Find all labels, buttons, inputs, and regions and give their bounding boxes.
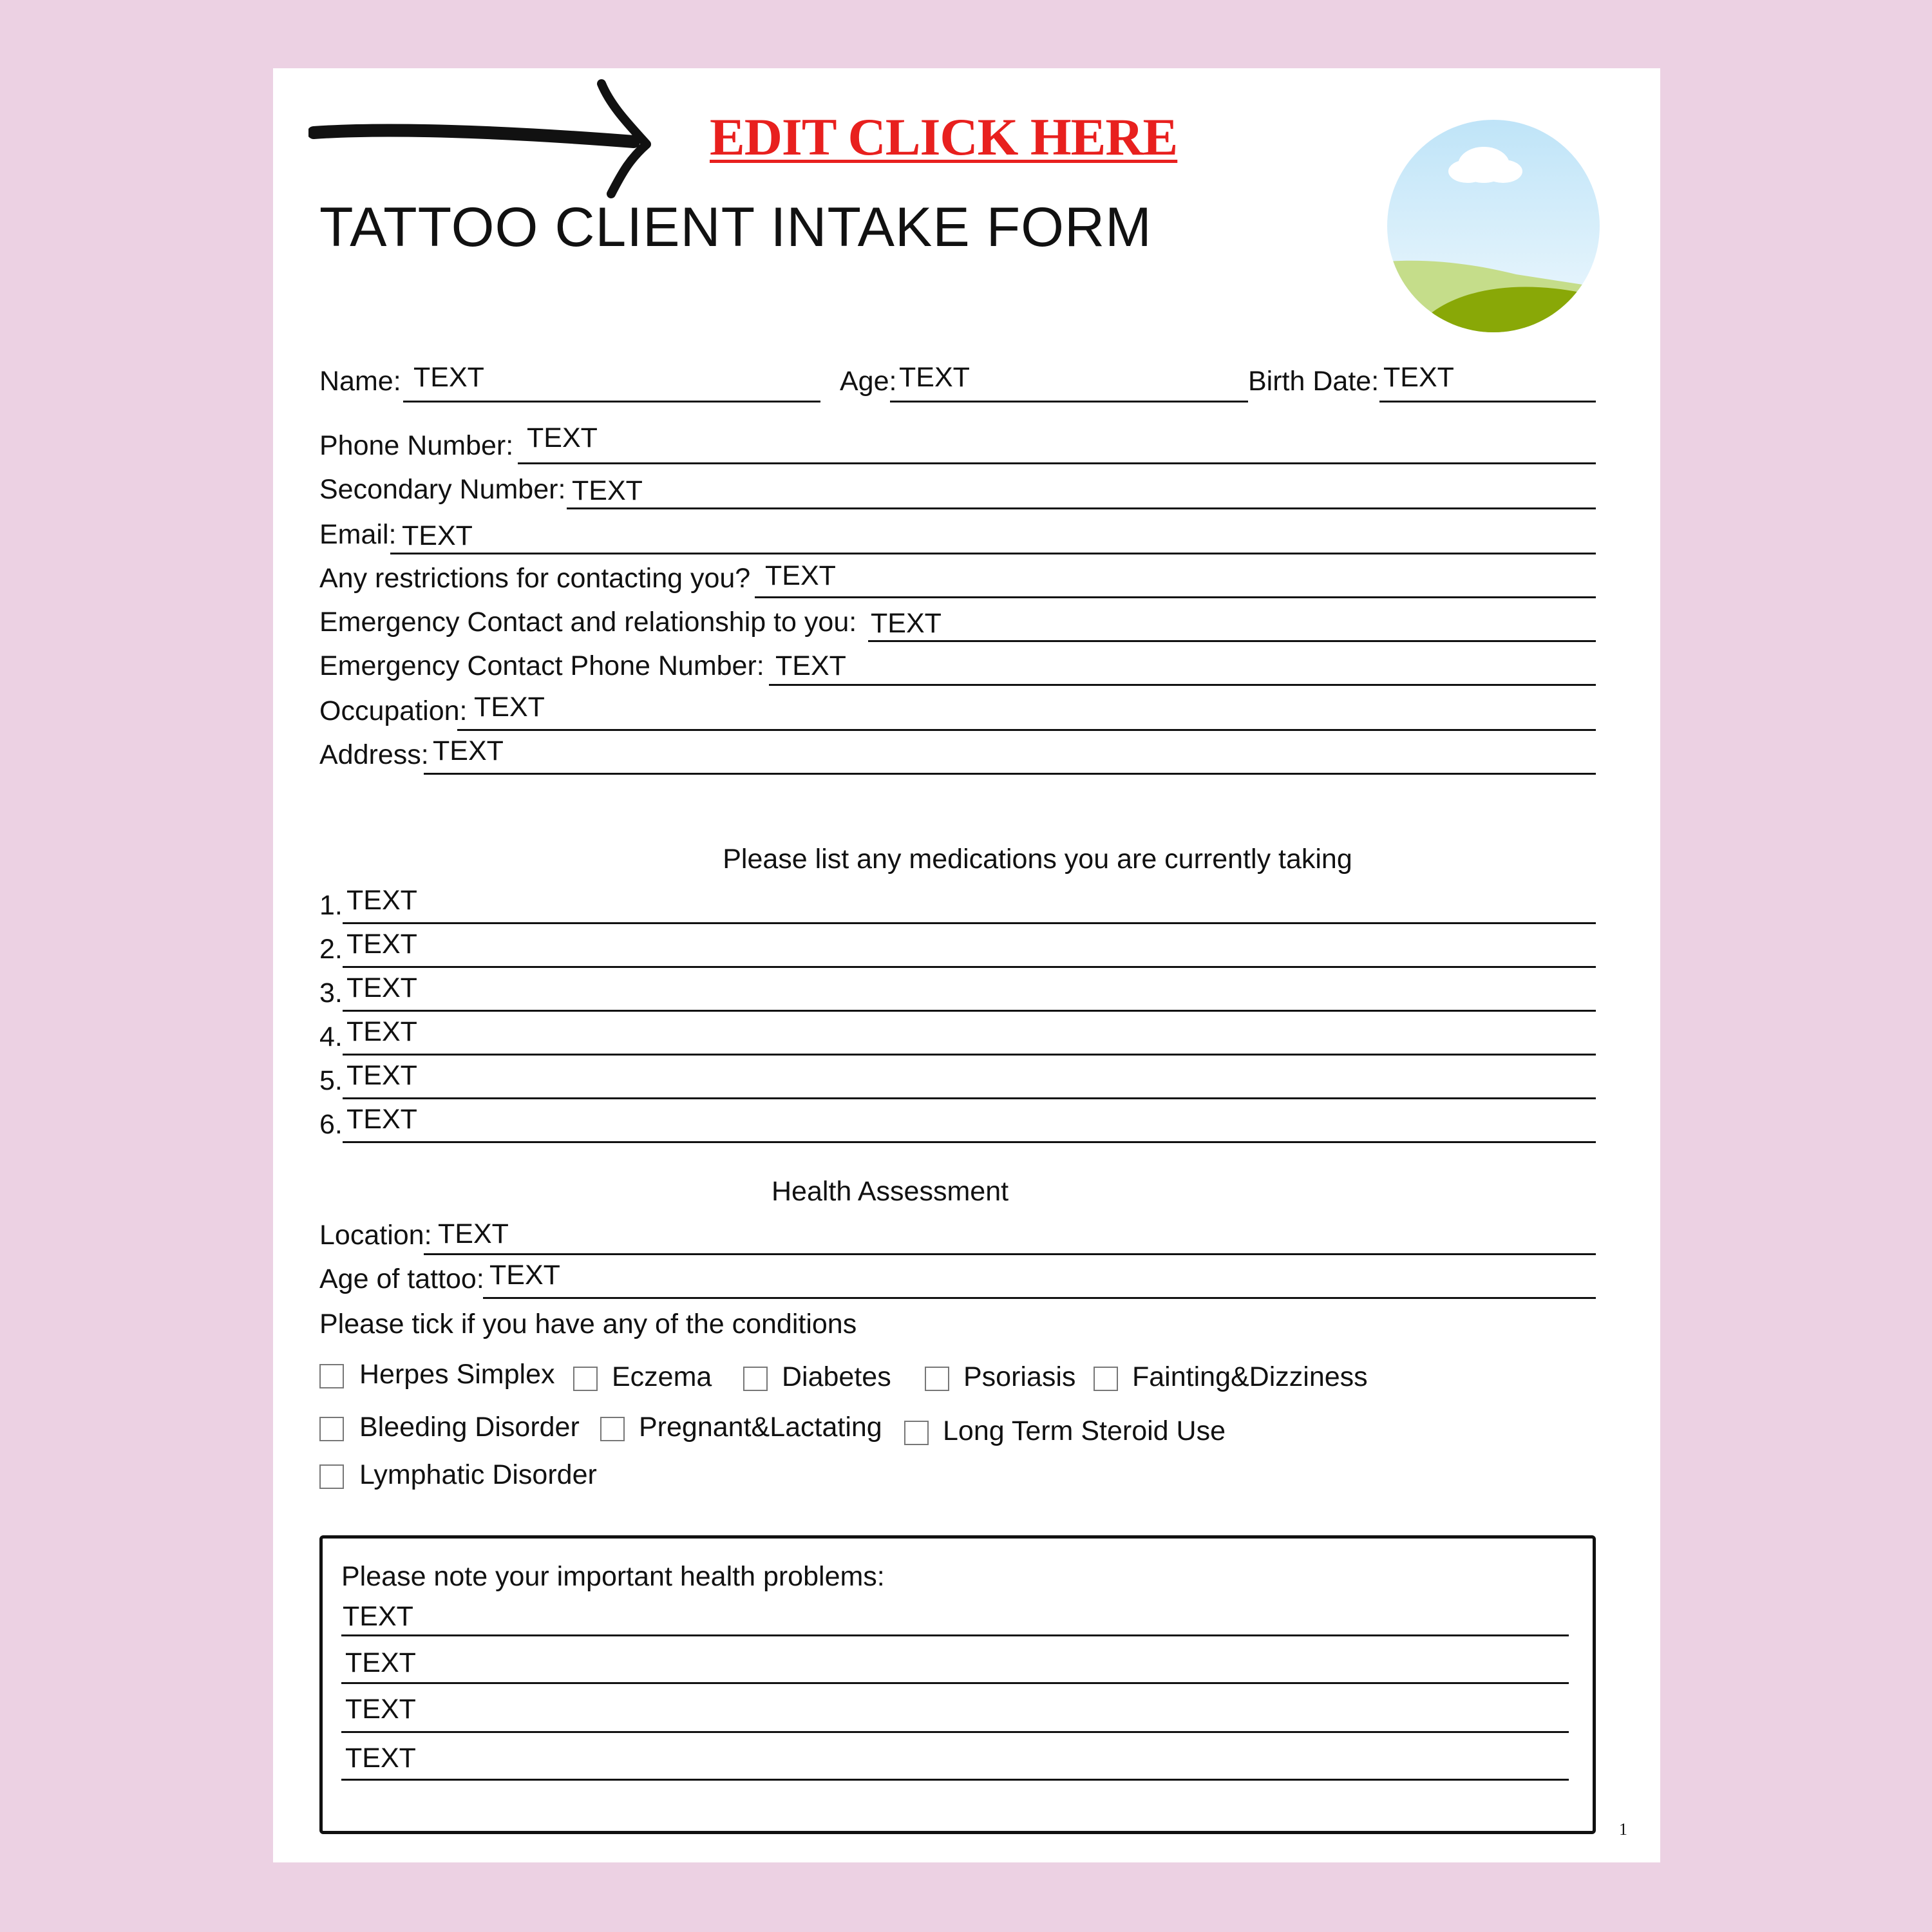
tattoo-age-underline [483,1297,1596,1299]
medication-value[interactable]: TEXT [346,1016,417,1047]
condition-label: Herpes Simplex [359,1359,555,1390]
location-value[interactable]: TEXT [438,1218,509,1249]
medication-number: 6. [319,1109,343,1140]
address-value[interactable]: TEXT [433,735,504,766]
medication-underline [343,922,1596,924]
name-label: Name: [319,366,401,397]
health-problems-label: Please note your important health problems: [341,1561,885,1592]
age-value[interactable]: TEXT [899,362,970,393]
emergency-contact-value[interactable]: TEXT [871,608,942,639]
secondary-number-value[interactable]: TEXT [572,475,643,506]
email-label: Email: [319,519,397,550]
pregnant-lactating-checkbox[interactable] [600,1417,625,1441]
name-value[interactable]: TEXT [413,362,484,393]
email-underline [390,553,1596,554]
page-number: 1 [1619,1820,1627,1839]
bleeding-disorder-checkbox[interactable] [319,1417,344,1441]
arrow-icon [308,75,669,204]
birth-date-underline [1379,401,1596,402]
condition-label: Diabetes [782,1361,891,1392]
age-underline [890,401,1248,402]
fainting-dizziness-checkbox[interactable] [1094,1367,1118,1391]
medication-value[interactable]: TEXT [346,1060,417,1091]
condition-label: Psoriasis [963,1361,1076,1392]
health-problem-underline [341,1779,1569,1781]
medication-underline [343,1141,1596,1143]
medication-value[interactable]: TEXT [346,1104,417,1135]
landscape-logo-icon [1387,120,1600,332]
medication-underline [343,1097,1596,1099]
health-problem-value[interactable]: TEXT [345,1743,416,1774]
birth-date-label: Birth Date: [1248,366,1379,397]
conditions-prompt: Please tick if you have any of the conditions [319,1309,857,1340]
emergency-phone-value[interactable]: TEXT [775,650,846,681]
address-underline [424,773,1596,775]
age-label: Age: [840,366,897,397]
diabetes-checkbox[interactable] [743,1367,768,1391]
address-label: Address: [319,739,429,770]
condition-label: Eczema [612,1361,712,1392]
health-problem-underline [341,1634,1569,1636]
condition-label: Long Term Steroid Use [943,1416,1226,1446]
emergency-phone-label: Emergency Contact Phone Number: [319,650,764,681]
psoriasis-checkbox[interactable] [925,1367,949,1391]
secondary-number-underline [567,507,1596,509]
occupation-label: Occupation: [319,696,468,726]
restrictions-underline [755,596,1596,598]
condition-label: Pregnant&Lactating [639,1412,882,1443]
medication-underline [343,1010,1596,1012]
herpes-simplex-checkbox[interactable] [319,1364,344,1388]
tattoo-age-value[interactable]: TEXT [489,1260,560,1291]
location-underline [424,1253,1596,1255]
page-title: TATTOO CLIENT INTAKE FORM [319,196,1152,258]
condition-label: Fainting&Dizziness [1132,1361,1368,1392]
form-page [273,68,1660,1862]
medication-number: 4. [319,1021,343,1052]
tattoo-age-label: Age of tattoo: [319,1264,484,1294]
email-value[interactable]: TEXT [402,520,473,551]
emergency-contact-underline [868,640,1596,642]
medication-underline [343,1054,1596,1056]
emergency-contact-label: Emergency Contact and relationship to you: [319,607,857,638]
medication-value[interactable]: TEXT [346,929,417,960]
occupation-value[interactable]: TEXT [474,692,545,723]
name-underline [403,401,820,402]
medication-number: 2. [319,934,343,965]
emergency-phone-underline [769,684,1596,686]
medication-number: 3. [319,978,343,1009]
medication-value[interactable]: TEXT [346,972,417,1003]
condition-label: Lymphatic Disorder [359,1459,597,1490]
health-problem-underline [341,1682,1569,1684]
restrictions-label: Any restrictions for contacting you? [319,563,751,594]
phone-label: Phone Number: [319,430,514,461]
health-assessment-heading: Health Assessment [772,1176,1009,1207]
medication-number: 1. [319,890,343,921]
secondary-number-label: Secondary Number: [319,474,566,505]
occupation-underline [457,729,1596,731]
health-problem-value[interactable]: TEXT [345,1647,416,1678]
long-term-steroid-use-checkbox[interactable] [904,1421,929,1445]
medication-number: 5. [319,1065,343,1096]
condition-label: Bleeding Disorder [359,1412,580,1443]
health-problem-underline [341,1731,1569,1733]
lymphatic-disorder-checkbox[interactable] [319,1464,344,1489]
eczema-checkbox[interactable] [573,1367,598,1391]
medications-heading: Please list any medications you are currently taking [723,844,1352,875]
medication-underline [343,966,1596,968]
health-problem-value[interactable]: TEXT [343,1601,413,1632]
phone-underline [518,462,1596,464]
restrictions-value[interactable]: TEXT [765,560,836,591]
edit-click-here-link[interactable]: EDIT CLICK HERE [710,108,1178,166]
health-problem-value[interactable]: TEXT [345,1694,416,1725]
birth-date-value[interactable]: TEXT [1383,362,1454,393]
medication-value[interactable]: TEXT [346,885,417,916]
phone-value[interactable]: TEXT [527,422,598,453]
location-label: Location: [319,1220,432,1251]
